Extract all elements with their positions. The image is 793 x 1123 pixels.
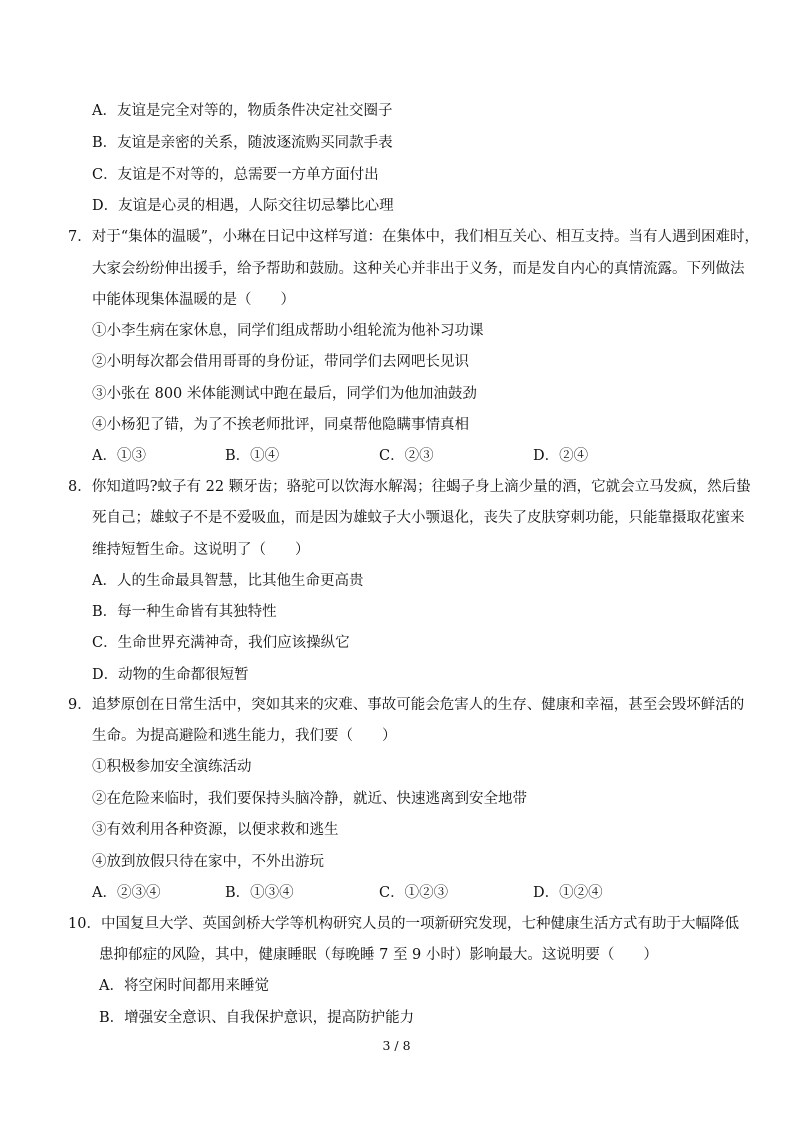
q6-option-d: D．友谊是心灵的相遇，人际交往切忌攀比心理 xyxy=(92,198,394,214)
q9-item-4: ④放到放假只待在家中，不外出游玩 xyxy=(92,854,324,870)
q6-option-a: A．友谊是完全对等的，物质条件决定社交圈子 xyxy=(92,103,393,119)
q8-stem-line-2: 死自己；雄蚊子不是不爱吸血，而是因为雄蚊子大小颚退化，丧失了皮肤穿刺功能，只能靠摄取花蜜来 xyxy=(92,510,745,526)
q7-options xyxy=(92,446,692,466)
q7-option-c: C．②③ xyxy=(379,448,434,464)
q9-item-2: ②在危险来临时，我们要保持头脑冷静，就近、快速逃离到安全地带 xyxy=(92,791,527,807)
q8-stem-line-1: 8．你知道吗?蚊子有 22 颗牙齿；骆驼可以饮海水解渴；往蝎子身上滴少量的酒，它就会立马发疯，然后蛰 xyxy=(68,479,751,495)
q9-option-d: D．①②④ xyxy=(533,885,603,901)
q10-option-a: A．将空闲时间都用来睡觉 xyxy=(99,978,269,994)
q6-option-c: C．友谊是不对等的，总需要一方单方面付出 xyxy=(92,167,379,183)
q7-option-b: B．①④ xyxy=(225,448,280,464)
q8-option-a: A．人的生命最具智慧，比其他生命更高贵 xyxy=(92,573,364,589)
q7-stem-line-3: 中能体现集体温暖的是（ ） xyxy=(92,292,295,308)
q8-stem-line-3: 维持短暂生命。这说明了（ ） xyxy=(92,542,310,558)
q7-option-a: A．①③ xyxy=(92,448,146,464)
q6-option-b: B．友谊是亲密的关系，随波逐流购买同款手表 xyxy=(92,135,393,151)
q9-stem-line-1: 9．追梦原创在日常生活中，突如其来的灾难、事故可能会危害人的生存、健康和幸福，甚至会毁坏鲜活的 xyxy=(68,697,745,713)
q7-option-d: D．②④ xyxy=(533,448,589,464)
q7-item-4: ④小杨犯了错，为了不挨老师批评，同桌帮他隐瞒事情真相 xyxy=(92,417,469,433)
q9-item-3: ③有效利用各种资源，以便求救和逃生 xyxy=(92,822,339,838)
q7-item-1: ①小李生病在家休息，同学们组成帮助小组轮流为他补习功课 xyxy=(92,323,484,339)
q10-stem-line-1: 10．中国复旦大学、英国剑桥大学等机构研究人员的一项新研究发现，七种健康生活方式有助于大幅降低 xyxy=(68,916,739,932)
q7-stem-line-1: 7．对于“集体的温暖”，小琳在日记中这样写道：在集体中，我们相互关心、相互支持。当有人遇到困难时， xyxy=(68,229,760,245)
q9-item-1: ①积极参加安全演练活动 xyxy=(92,759,252,775)
q8-option-c: C．生命世界充满神奇，我们应该操纵它 xyxy=(92,635,350,651)
q7-stem-line-2: 大家会纷纷伸出援手，给予帮助和鼓励。这种关心并非出于义务，而是发自内心的真情流露。下列做法 xyxy=(92,261,745,277)
q8-option-d: D．动物的生命都很短暂 xyxy=(92,667,249,683)
q10-stem-line-2: 患抑郁症的风险，其中，健康睡眠（每晚睡 7 至 9 小时）影响最大。这说明要（ ） xyxy=(99,947,658,963)
q9-stem-line-2: 生命。为提高避险和逃生能力，我们要（ ） xyxy=(92,728,397,744)
q9-option-b: B．①③④ xyxy=(225,885,294,901)
q9-options xyxy=(92,883,692,903)
q9-option-a: A．②③④ xyxy=(92,885,161,901)
q7-item-3: ③小张在 800 米体能测试中跑在最后，同学们为他加油鼓劲 xyxy=(92,386,477,402)
page-number: 3 / 8 xyxy=(382,1038,411,1053)
q8-option-b: B．每一种生命皆有其独特性 xyxy=(92,604,277,620)
q7-item-2: ②小明每次都会借用哥哥的身份证，带同学们去网吧长见识 xyxy=(92,354,469,370)
q9-option-c: C．①②③ xyxy=(379,885,449,901)
q10-option-b: B．增强安全意识、自我保护意识，提高防护能力 xyxy=(99,1010,415,1026)
